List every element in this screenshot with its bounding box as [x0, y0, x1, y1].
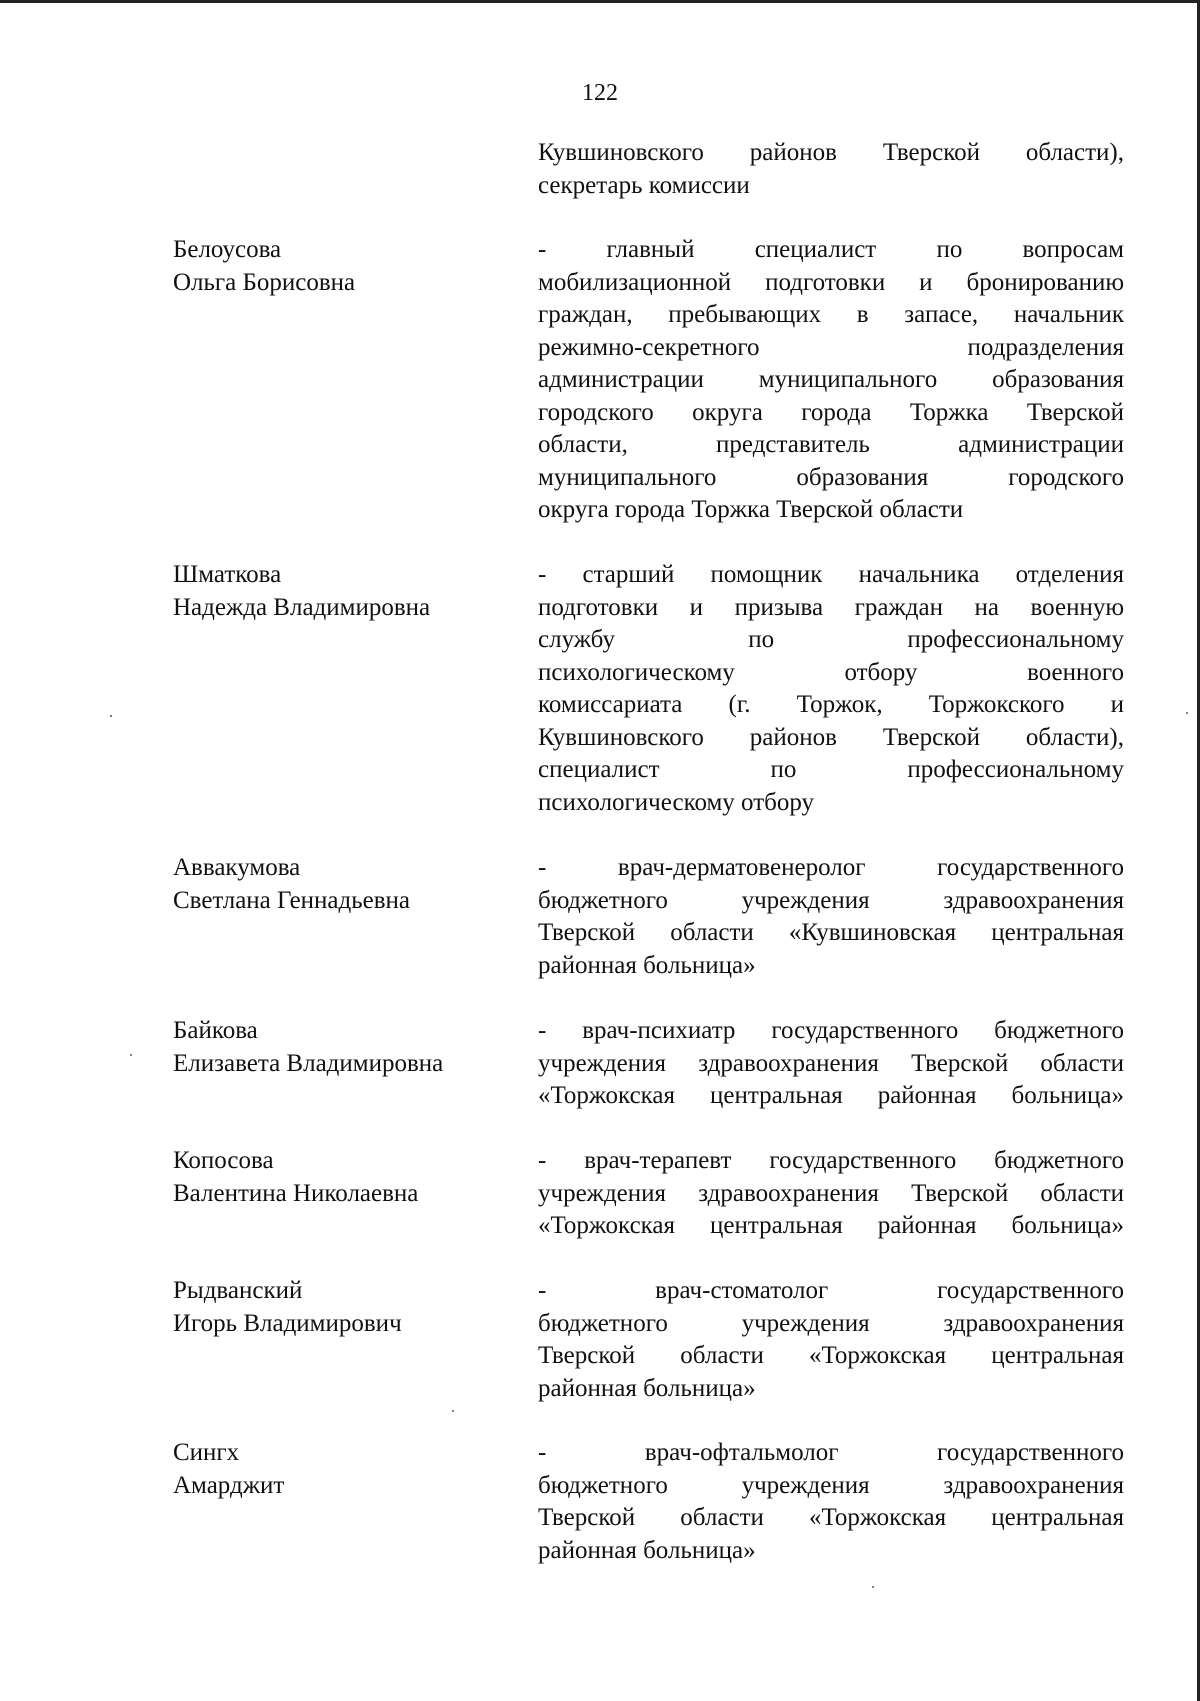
member-position	[538, 1275, 1124, 1405]
continuation-line: Кувшиновского районов Тверской области),	[538, 139, 1124, 166]
position-line: - врач-психиатр государственного бюджетного	[538, 1017, 1124, 1044]
position-line: бюджетного учреждения здравоохранения	[538, 1471, 1124, 1499]
member-surname: Копосова	[173, 1147, 274, 1174]
position-line: Тверской области «Кувшиновская центральная	[538, 919, 1124, 946]
position-line: «Торжокская центральная районная больница»	[538, 1082, 1124, 1109]
position-line: специалист по профессиональному	[538, 756, 1124, 783]
member-given-names: Амарджит	[173, 1471, 285, 1499]
member-name	[173, 1437, 513, 1502]
member-given-names: Елизавета Владимировна	[173, 1049, 444, 1077]
position-line: бюджетного учреждения здравоохранения	[538, 1309, 1124, 1337]
member-given-names: Игорь Владимирович	[173, 1309, 402, 1337]
position-line: городского округа города Торжка Тверской	[538, 398, 1124, 426]
position-line: службу по профессиональному	[538, 626, 1124, 653]
member-name	[173, 1275, 513, 1340]
member-given-names: Валентина Николаевна	[173, 1179, 419, 1207]
member-position	[538, 1145, 1124, 1243]
position-line: Тверской области «Торжокская центральная	[538, 1504, 1124, 1531]
position-line: учреждения здравоохранения Тверской области	[538, 1049, 1124, 1077]
member-name	[173, 234, 513, 299]
member-surname: Аввакумова	[173, 854, 301, 881]
position-line: - врач-терапевт государственного бюджетного	[538, 1147, 1124, 1174]
scan-speck	[1186, 712, 1188, 714]
position-line: подготовки и призыва граждан на военную	[538, 593, 1124, 621]
member-name	[173, 852, 513, 917]
position-line: - старший помощник начальника отделения	[538, 561, 1124, 588]
position-line: районная больница»	[538, 1536, 756, 1564]
member-name	[173, 1015, 513, 1080]
position-line: бюджетного учреждения здравоохранения	[538, 886, 1124, 914]
position-line: комиссариата (г. Торжок, Торжокского и	[538, 691, 1124, 718]
member-surname: Сингх	[173, 1439, 240, 1466]
position-line: районная больница»	[538, 951, 756, 979]
member-surname: Байкова	[173, 1017, 258, 1044]
scan-speck	[110, 715, 112, 717]
scan-speck	[872, 1586, 874, 1588]
position-line: районная больница»	[538, 1374, 756, 1402]
member-position	[538, 559, 1124, 819]
position-line: Кувшиновского районов Тверской области),	[538, 723, 1124, 751]
position-line: округа города Торжка Тверской области	[538, 496, 964, 523]
position-line: режимно-секретного подразделения	[538, 333, 1124, 361]
member-given-names: Надежда Владимировна	[173, 593, 431, 621]
position-line: Тверской области «Торжокская центральная	[538, 1342, 1124, 1369]
member-position	[538, 852, 1124, 982]
position-line: мобилизационной подготовки и бронированию	[538, 268, 1124, 296]
member-position	[538, 234, 1124, 527]
member-position	[538, 1437, 1124, 1567]
member-position	[538, 1015, 1124, 1113]
member-name	[173, 559, 513, 624]
position-line: - врач-дерматовенеролог государственного	[538, 854, 1124, 881]
position-line: области, представитель администрации	[538, 431, 1124, 458]
page-number: 122	[582, 80, 618, 106]
position-line: психологическому отбору военного	[538, 658, 1124, 686]
member-given-names: Ольга Борисовна	[173, 268, 356, 296]
position-line: - главный специалист по вопросам	[538, 236, 1124, 263]
member-name	[173, 1145, 513, 1210]
scan-border-top	[0, 0, 1200, 3]
position-line: граждан, пребывающих в запасе, начальник	[538, 301, 1124, 328]
member-surname: Рыдванский	[173, 1277, 303, 1304]
scan-speck	[130, 1054, 132, 1056]
position-line: администрации муниципального образования	[538, 366, 1124, 393]
continuation-line: секретарь комиссии	[538, 171, 750, 199]
position-line: «Торжокская центральная районная больница»	[538, 1212, 1124, 1239]
member-given-names: Светлана Геннадьевна	[173, 886, 411, 914]
member-surname: Белоусова	[173, 236, 282, 263]
position-line: учреждения здравоохранения Тверской области	[538, 1179, 1124, 1207]
position-line: - врач-офтальмолог государственного	[538, 1439, 1124, 1466]
position-line: муниципального образования городского	[538, 463, 1124, 491]
position-line: - врач-стоматолог государственного	[538, 1277, 1124, 1304]
scan-speck	[452, 1410, 454, 1412]
continuation-text	[538, 137, 1124, 202]
member-surname: Шматкова	[173, 561, 282, 588]
position-line: психологическому отбору	[538, 788, 815, 816]
